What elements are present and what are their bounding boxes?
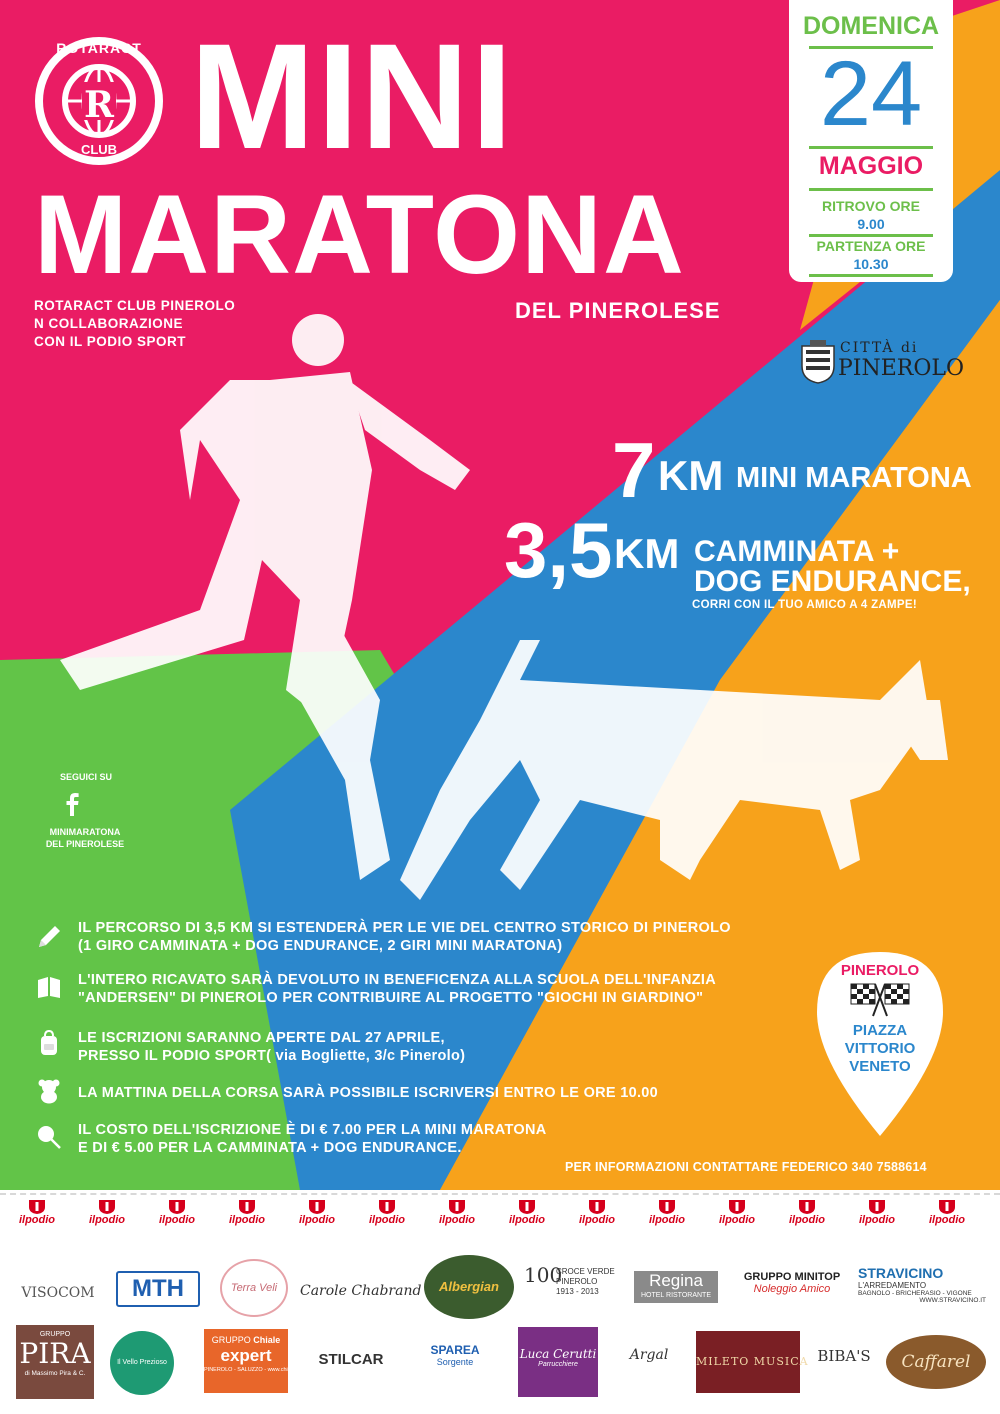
teddy-bear-icon bbox=[36, 1078, 62, 1104]
race2-name-line2: DOG ENDURANCE, bbox=[694, 565, 971, 598]
sponsor-carole-chabrand: Carole Chabrand bbox=[300, 1283, 422, 1299]
sponsor-mth: MTH bbox=[116, 1271, 200, 1307]
social-follow-label: SEGUICI SU bbox=[59, 772, 112, 782]
sponsor-vello-prezioso: Il Vello Prezioso bbox=[110, 1331, 174, 1395]
race2-number: 3,5 bbox=[504, 506, 613, 594]
race1-unit: KM bbox=[658, 452, 724, 499]
sponsor-stravicino-towns: BAGNOLO - BRICHERASIO - VIGONE bbox=[858, 1290, 972, 1297]
date-weekday: DOMENICA bbox=[802, 12, 940, 40]
podio-logo-text: ilpodio bbox=[578, 1214, 616, 1226]
sponsor-croce-verde-100: 100 bbox=[524, 1263, 563, 1287]
podio-logo bbox=[358, 1199, 416, 1233]
sponsor-chiale-expert: expert bbox=[220, 1346, 272, 1365]
sponsor-minitop-sub: Noleggio Amico bbox=[753, 1283, 831, 1295]
sponsor-stravicino-url: WWW.STRAVICINO.IT bbox=[919, 1297, 986, 1304]
info-item-5-line-1: IL COSTO DELL'ISCRIZIONE È DI € 7.00 PER LA MINI MARATONA bbox=[78, 1122, 547, 1138]
podio-logo bbox=[638, 1199, 696, 1233]
info-item-2-line-1: L'INTERO RICAVATO SARÀ DEVOLUTO IN BENEFICENZA ALLA SCUOLA DELL'INFANZIA bbox=[78, 972, 717, 988]
podio-logo bbox=[918, 1199, 976, 1233]
sponsor-regina-sub: HOTEL RISTORANTE bbox=[640, 1292, 711, 1299]
city-logo-line2: PINEROLO bbox=[838, 356, 965, 381]
sponsor-luca-cerutti bbox=[518, 1327, 598, 1397]
race1-number: 7 bbox=[612, 426, 656, 514]
backpack-icon bbox=[36, 1030, 62, 1056]
info-item-5-line-2: E DI € 5.00 PER LA CAMMINATA + DOG ENDURANCE. bbox=[78, 1140, 462, 1156]
contact-info: PER INFORMAZIONI CONTATTARE FEDERICO 340 7588614 bbox=[565, 1160, 927, 1174]
city-logo-line1: CITTÀ di bbox=[840, 340, 919, 356]
podio-logo bbox=[778, 1199, 836, 1233]
sponsor-croce-verde bbox=[556, 1267, 628, 1297]
sponsor-stravicino-sub: L'ARREDAMENTO bbox=[858, 1281, 927, 1290]
partenza-time: 10.30 bbox=[853, 256, 889, 272]
podio-shield-icon bbox=[448, 1199, 466, 1215]
sponsor-visocom: VISOCOM bbox=[21, 1285, 95, 1301]
date-box bbox=[789, 0, 953, 282]
race2-note: CORRI CON IL TUO AMICO A 4 ZAMPE! bbox=[692, 599, 917, 611]
social-page-line1: MINIMARATONA bbox=[49, 827, 121, 837]
sponsor-mileto-musica: MILETO MUSICA bbox=[696, 1331, 800, 1393]
sponsor-croce-verde-line1: CROCE VERDE bbox=[556, 1267, 615, 1276]
info-item-4-line-1: LA MATTINA DELLA CORSA SARÀ POSSIBILE ISCRIVERSI ENTRO LE ORE 10.00 bbox=[78, 1085, 659, 1101]
podio-logo bbox=[708, 1199, 766, 1233]
podio-shield-icon bbox=[518, 1199, 536, 1215]
date-divider bbox=[809, 234, 933, 237]
podio-logo-text: ilpodio bbox=[858, 1214, 896, 1226]
location-address bbox=[815, 1022, 945, 1076]
podio-shield-icon bbox=[168, 1199, 186, 1215]
podio-shield-icon bbox=[378, 1199, 396, 1215]
sponsor-luca-cerutti-sub: Parrucchiere bbox=[538, 1361, 578, 1368]
podio-logo-text: ilpodio bbox=[438, 1214, 476, 1226]
organizer-line-1: ROTARACT CLUB PINEROLO bbox=[34, 298, 236, 313]
race2-unit: KM bbox=[614, 530, 680, 577]
rotaract-logo-top: ROTARACT bbox=[56, 40, 142, 56]
sponsor-regina-name: Regina bbox=[649, 1271, 703, 1290]
sponsor-pira-group: GRUPPO bbox=[39, 1331, 71, 1338]
podio-logo-text: ilpodio bbox=[18, 1214, 56, 1226]
social-page-name[interactable] bbox=[30, 826, 140, 850]
podio-shield-icon bbox=[238, 1199, 256, 1215]
podio-logo-text: ilpodio bbox=[368, 1214, 406, 1226]
podio-shield-icon bbox=[938, 1199, 956, 1215]
podio-shield-icon bbox=[658, 1199, 676, 1215]
city-crest-icon bbox=[800, 340, 836, 384]
sponsor-pira bbox=[16, 1325, 94, 1399]
sponsor-croce-verde-line2: PINEROLO bbox=[556, 1277, 598, 1286]
podio-logo bbox=[498, 1199, 556, 1233]
sponsor-chiale-name: Chiale bbox=[253, 1335, 281, 1345]
sponsor-chiale-group-label: GRUPPO bbox=[211, 1335, 251, 1345]
info-item-3-line-2: PRESSO IL PODIO SPORT( via Bogliette, 3/c Pinerolo) bbox=[78, 1048, 466, 1064]
sponsor-albergian: Albergian bbox=[424, 1255, 514, 1319]
lollipop-icon bbox=[36, 1124, 62, 1150]
sponsor-sparea-sub: Sorgente bbox=[436, 1357, 474, 1367]
title-subtitle: DEL PINEROLESE bbox=[515, 298, 721, 323]
info-item-3-line-1: LE ISCRIZIONI SARANNO APERTE DAL 27 APRILE, bbox=[78, 1030, 445, 1046]
podio-logo-text: ilpodio bbox=[298, 1214, 336, 1226]
sponsor-minitop bbox=[732, 1271, 852, 1295]
podio-shield-icon bbox=[28, 1199, 46, 1215]
social-page-line2: DEL PINEROLESE bbox=[45, 839, 125, 849]
book-icon bbox=[36, 974, 62, 1000]
podio-shield-icon bbox=[798, 1199, 816, 1215]
race2-name-line1: CAMMINATA + bbox=[694, 535, 900, 568]
info-item-2-line-2: "ANDERSEN" DI PINEROLO PER CONTRIBUIRE AL PROGETTO "GIOCHI IN GIARDINO" bbox=[78, 990, 704, 1006]
race1-name: MINI MARATONA bbox=[736, 462, 972, 494]
date-month: MAGGIO bbox=[818, 152, 924, 180]
podio-logo-text: ilpodio bbox=[88, 1214, 126, 1226]
podio-logo-text: ilpodio bbox=[928, 1214, 966, 1226]
ritrovo-time: 9.00 bbox=[857, 216, 885, 232]
sponsor-sparea-name: SPAREA bbox=[430, 1343, 480, 1357]
sponsor-chiale-group bbox=[204, 1335, 288, 1345]
podio-logo bbox=[848, 1199, 906, 1233]
podio-logo-strip bbox=[0, 1193, 1000, 1239]
podio-logo-text: ilpodio bbox=[718, 1214, 756, 1226]
rotaract-logo-bottom: CLUB bbox=[80, 142, 118, 157]
sponsor-terra-veli: Terra Veli bbox=[220, 1259, 288, 1317]
facebook-icon[interactable] bbox=[62, 792, 84, 816]
sponsors-area bbox=[0, 1237, 1000, 1414]
location-city: PINEROLO bbox=[840, 962, 920, 979]
sponsor-minitop-name: GRUPPO MINITOP bbox=[743, 1271, 841, 1283]
sponsor-caffarel: Caffarel bbox=[886, 1335, 986, 1389]
podio-logo-text: ilpodio bbox=[228, 1214, 266, 1226]
podio-logo bbox=[288, 1199, 346, 1233]
organizer-line-3: CON IL PODIO SPORT bbox=[34, 334, 187, 349]
checkered-flags-icon bbox=[847, 982, 913, 1018]
date-divider bbox=[809, 146, 933, 149]
date-divider bbox=[809, 188, 933, 191]
sponsor-stilcar: STILCAR bbox=[318, 1351, 384, 1368]
podio-logo bbox=[8, 1199, 66, 1233]
sponsor-pira-name: PIRA bbox=[19, 1337, 91, 1370]
podio-shield-icon bbox=[308, 1199, 326, 1215]
location-line1: PIAZZA bbox=[852, 1022, 908, 1039]
podio-logo-text: ilpodio bbox=[508, 1214, 546, 1226]
organizer-line-2: N COLLABORAZIONE bbox=[34, 316, 183, 331]
podio-logo bbox=[148, 1199, 206, 1233]
sponsor-argal: Argal bbox=[629, 1347, 669, 1363]
date-divider bbox=[809, 274, 933, 277]
sponsor-pira-sub: di Massimo Pira & C. bbox=[24, 1370, 86, 1377]
podio-shield-icon bbox=[728, 1199, 746, 1215]
sponsor-regina bbox=[634, 1271, 718, 1303]
podio-logo bbox=[78, 1199, 136, 1233]
podio-shield-icon bbox=[868, 1199, 886, 1215]
podio-logo bbox=[568, 1199, 626, 1233]
sponsor-stravicino bbox=[858, 1265, 996, 1304]
title-line2: MARATONA bbox=[34, 172, 685, 297]
rotaract-logo-letter: R bbox=[84, 84, 114, 126]
date-day: 24 bbox=[819, 43, 923, 145]
sponsor-chiale bbox=[204, 1329, 300, 1393]
sponsor-sparea bbox=[410, 1343, 500, 1367]
podio-logo-text: ilpodio bbox=[158, 1214, 196, 1226]
partenza-label: PARTENZA ORE bbox=[816, 238, 926, 254]
podio-logo bbox=[218, 1199, 276, 1233]
podio-shield-icon bbox=[98, 1199, 116, 1215]
podio-logo bbox=[428, 1199, 486, 1233]
podio-logo-text: ilpodio bbox=[788, 1214, 826, 1226]
info-item-1-line-2: (1 GIRO CAMMINATA + DOG ENDURANCE, 2 GIRI MINI MARATONA) bbox=[78, 938, 563, 954]
sponsor-croce-verde-line3: 1913 - 2013 bbox=[556, 1287, 599, 1296]
info-item-1-line-1: IL PERCORSO DI 3,5 KM SI ESTENDERÀ PER LE VIE DEL CENTRO STORICO DI PINEROLO bbox=[78, 920, 731, 936]
organizer-text bbox=[34, 297, 235, 351]
podio-shield-icon bbox=[588, 1199, 606, 1215]
location-line2: VITTORIO bbox=[844, 1040, 916, 1057]
location-line3: VENETO bbox=[849, 1058, 911, 1075]
podio-logo-text: ilpodio bbox=[648, 1214, 686, 1226]
sponsor-luca-cerutti-name: Luca Cerutti bbox=[519, 1347, 597, 1361]
pencil-icon bbox=[36, 924, 62, 950]
sponsor-chiale-sub: PINEROLO - SALUZZO - www.chiale.it bbox=[204, 1367, 300, 1373]
ritrovo-label: RITROVO ORE bbox=[821, 198, 920, 214]
sponsor-bibas: BIBA'S bbox=[817, 1347, 871, 1365]
sponsor-stravicino-name: STRAVICINO bbox=[858, 1265, 944, 1281]
title-line1: MINI bbox=[190, 12, 515, 180]
